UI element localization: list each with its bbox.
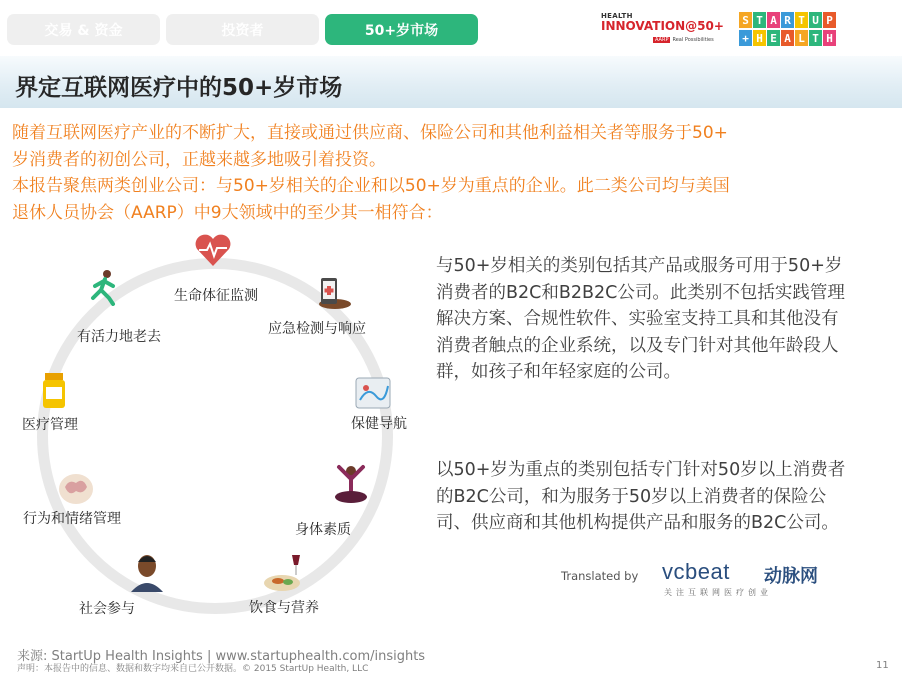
tab-50plus-market[interactable]: 50+岁市场	[325, 14, 478, 45]
intro-line: 本报告聚焦两类创业公司：与50+岁相关的企业和以50+岁为重点的企业。此二类公司均与美国	[12, 176, 730, 196]
logo-letter: T	[809, 30, 822, 46]
disclaimer: 声明：本报告中的信息、数据和数字均来自已公开数据。© 2015 StartUp Health, LLC	[17, 664, 369, 674]
domain-label-active-aging: 有活力地老去	[77, 329, 161, 345]
map-navigation-icon	[352, 374, 394, 414]
intro-text	[12, 120, 892, 226]
logo-letter: +	[739, 30, 752, 46]
domain-label-social: 社会参与	[79, 601, 135, 617]
domain-label-medication: 医疗管理	[22, 417, 78, 433]
logo-letter: S	[739, 12, 752, 28]
vcbeat-tagline: 关注互联网医疗创业	[664, 588, 772, 597]
logo-letter: A	[767, 12, 780, 28]
page-number: 11	[876, 660, 889, 671]
brain-icon	[55, 469, 97, 509]
intro-line: 随着互联网医疗产业的不断扩大，直接或通过供应商、保险公司和其他利益相关者等服务于50+	[12, 123, 728, 143]
startup-health-logo	[739, 12, 878, 48]
vcbeat-logo: vcbeat	[662, 559, 730, 584]
person-icon	[127, 550, 167, 592]
domain-label-fitness: 身体素质	[295, 522, 351, 538]
logo-letter: U	[809, 12, 822, 28]
category-related-description: 与50+岁相关的类别包括其产品或服务可用于50+岁消费者的B2C和B2B2C公司。此类别不包括实践管理解决方案、合规性软件、实验室支持工具和其他没有消费者触点的企业系统，以及专门针对其他年龄段人群，如孩子和年轻家庭的公司。	[436, 256, 845, 382]
pill-bottle-icon	[37, 371, 71, 411]
logo-letter: P	[823, 12, 836, 28]
runner-icon	[83, 268, 123, 306]
translated-by: Translated by	[561, 569, 639, 583]
intro-line: 退休人员协会（AARP）中9大领域中的至少其一相符合：	[12, 202, 443, 223]
tab-investors[interactable]: 投资者	[166, 14, 319, 45]
logo-letter: H	[823, 30, 836, 46]
health-innovation-logo	[601, 12, 724, 48]
logo-letter: E	[767, 30, 780, 46]
page-title: 界定互联网医疗中的50+岁市场	[15, 75, 343, 101]
logo-line2: INNOVATION@50+	[601, 19, 724, 33]
domain-label-nutrition: 饮食与营养	[249, 600, 319, 616]
vcbeat-cn-name: 动脉网	[764, 566, 818, 587]
source-line: 来源: StartUp Health Insights | www.startuphealth.com/insights	[17, 649, 426, 664]
logo-letter: T	[795, 12, 808, 28]
logo-letter: R	[781, 12, 794, 28]
domain-label-emergency: 应急检测与响应	[268, 321, 366, 337]
logo-tagline: AARP Real Possibilities	[655, 37, 714, 43]
domain-label-vital-signs: 生命体征监测	[174, 288, 258, 304]
logo-letter: T	[753, 12, 766, 28]
logo-letter: A	[781, 30, 794, 46]
tab-deals-funding[interactable]: 交易 & 资金	[7, 14, 160, 45]
category-focused-description: 以50+岁为重点的类别包括专门针对50岁以上消费者的B2C公司，和为服务于50岁以上消费者的保险公司、供应商和其他机构提供产品和服务的B2C公司。	[436, 460, 846, 533]
yoga-icon	[329, 463, 373, 507]
logo-letter: H	[753, 30, 766, 46]
domain-label-navigation: 保健导航	[351, 416, 407, 432]
food-wine-icon	[262, 551, 308, 595]
phone-emergency-icon	[313, 272, 353, 312]
logo-line1: HEALTH	[601, 12, 633, 20]
logo-letter: L	[795, 30, 808, 46]
intro-line: 岁消费者的初创公司，正越来越多地吸引着投资。	[12, 149, 386, 170]
domain-label-behavior: 行为和情绪管理	[23, 511, 121, 527]
heart-monitor-icon	[193, 232, 233, 268]
